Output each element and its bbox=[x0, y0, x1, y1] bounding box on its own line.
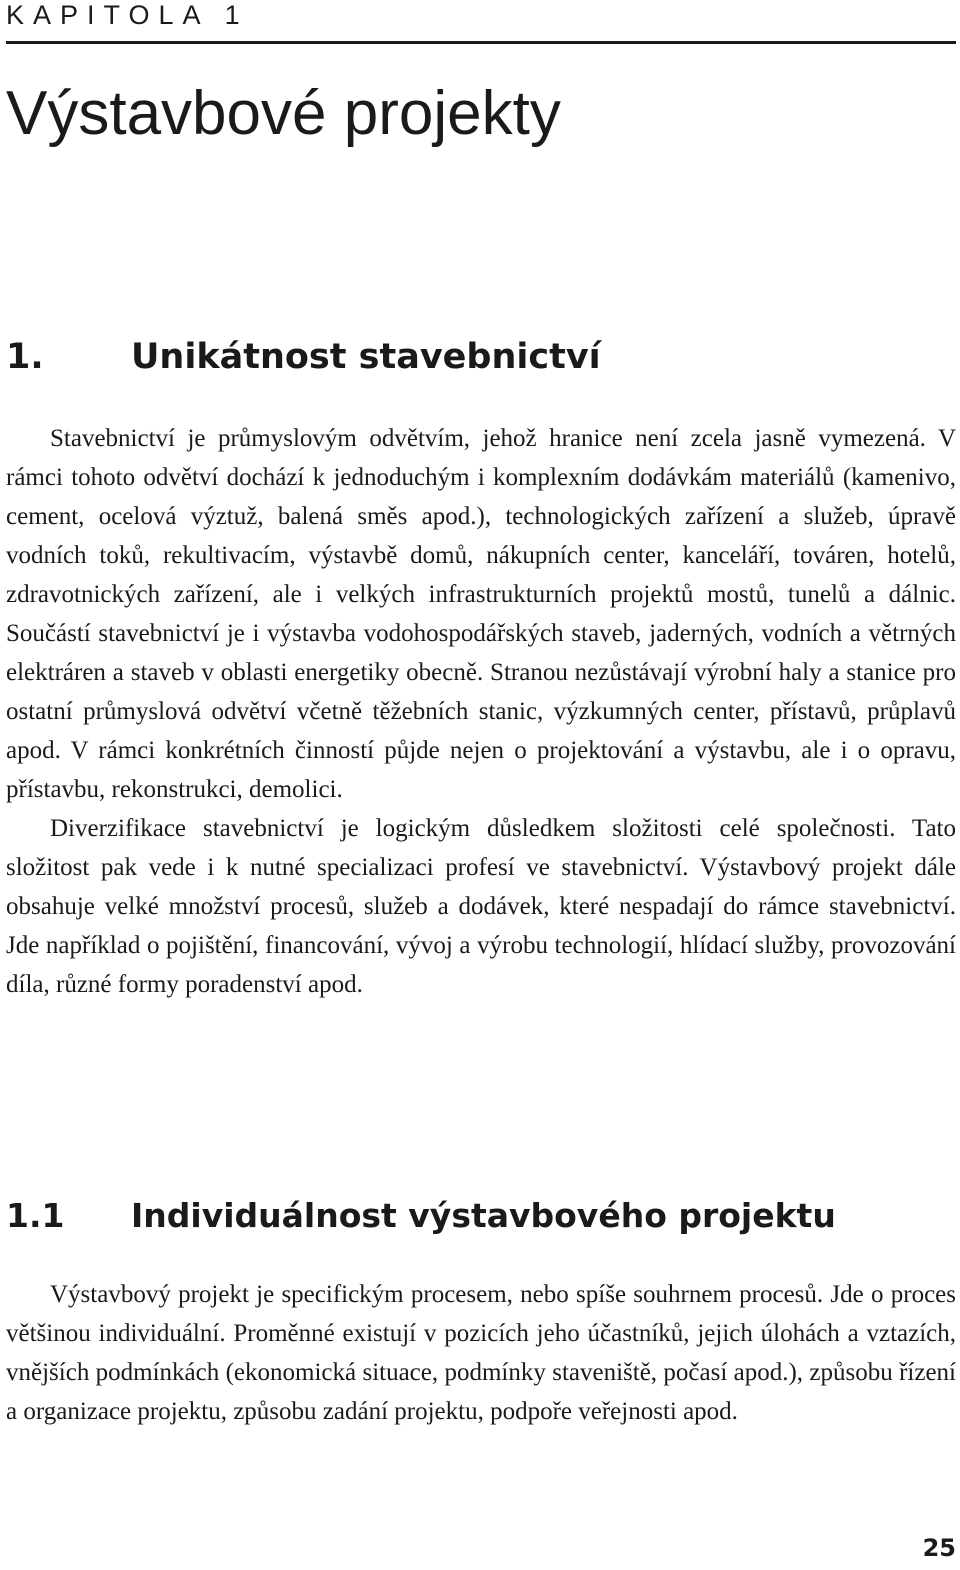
section-1-body bbox=[6, 419, 956, 1004]
section-heading-1-1 bbox=[6, 1193, 836, 1239]
chapter-title: Výstavbové projekty bbox=[6, 79, 561, 148]
chapter-divider bbox=[6, 41, 956, 44]
page-number: 25 bbox=[922, 1534, 956, 1562]
paragraph: Diverzifikace stavebnictví je logickým důsledkem složitosti celé společnosti. Tato složitost pak vede i k nutné specializaci profesí ve stavebnictví. Výstavbový projekt dále obsahuje velké množství procesů, služeb a dodávek, které nespadají do rámce stavebnictví. Jde například o pojištění, financování, vývoj a výrobu technologií, hlídací služby, provozování díla, různé formy poradenství apod. bbox=[6, 815, 956, 998]
section-number: 1.1 bbox=[6, 1196, 65, 1235]
section-title: Individuálnost výstavbového projektu bbox=[131, 1196, 836, 1235]
paragraph: Stavebnictví je průmyslovým odvětvím, jehož hranice není zcela jasně vymezená. V rámci tohoto odvětví dochází k jednoduchým i komplexním dodávkám materiálů (kamenivo, cement, ocelová výztuž, balená směs apod.), technologických zařízení a služeb, úpravě vodních toků, rekultivacím, výstavbě domů, nákupních center, kanceláří, továren, hotelů, zdravotnických zařízení, ale i velkých infrastrukturních projektů mostů, tunelů a dálnic. Součástí stavebnictví je i výstavba vodohospodářských staveb, jaderných, vodních a větrných elektráren a staveb v oblasti energetiky obecně. Stranou nezůstávají výrobní haly a stanice pro ostatní průmyslová odvětví včetně těžebních stanic, výzkumných center, přístavů, průplavů apod. V rámci konkrétních činností půjde nejen o projektování a výstavbu, ale i o opravu, přístavbu, rekonstrukci, demolici. bbox=[6, 425, 956, 803]
section-heading-1 bbox=[6, 334, 601, 380]
chapter-label: KAPITOLA 1 bbox=[6, 0, 249, 30]
section-title: Unikátnost stavebnictví bbox=[131, 337, 601, 377]
section-1-1-body bbox=[6, 1275, 956, 1431]
paragraph: Výstavbový projekt je specifickým procesem, nebo spíše souhrnem procesů. Jde o proces většinou individuální. Proměnné existují v pozicích jeho účastníků, jejich úlohách a vztazích, vnějších podmínkách (ekonomická situace, podmínky staveniště, počasí apod.), způsobu řízení a organizace projektu, způsobu zadání projektu, podpoře veřejnosti apod. bbox=[6, 1281, 956, 1425]
section-number: 1. bbox=[6, 337, 44, 377]
